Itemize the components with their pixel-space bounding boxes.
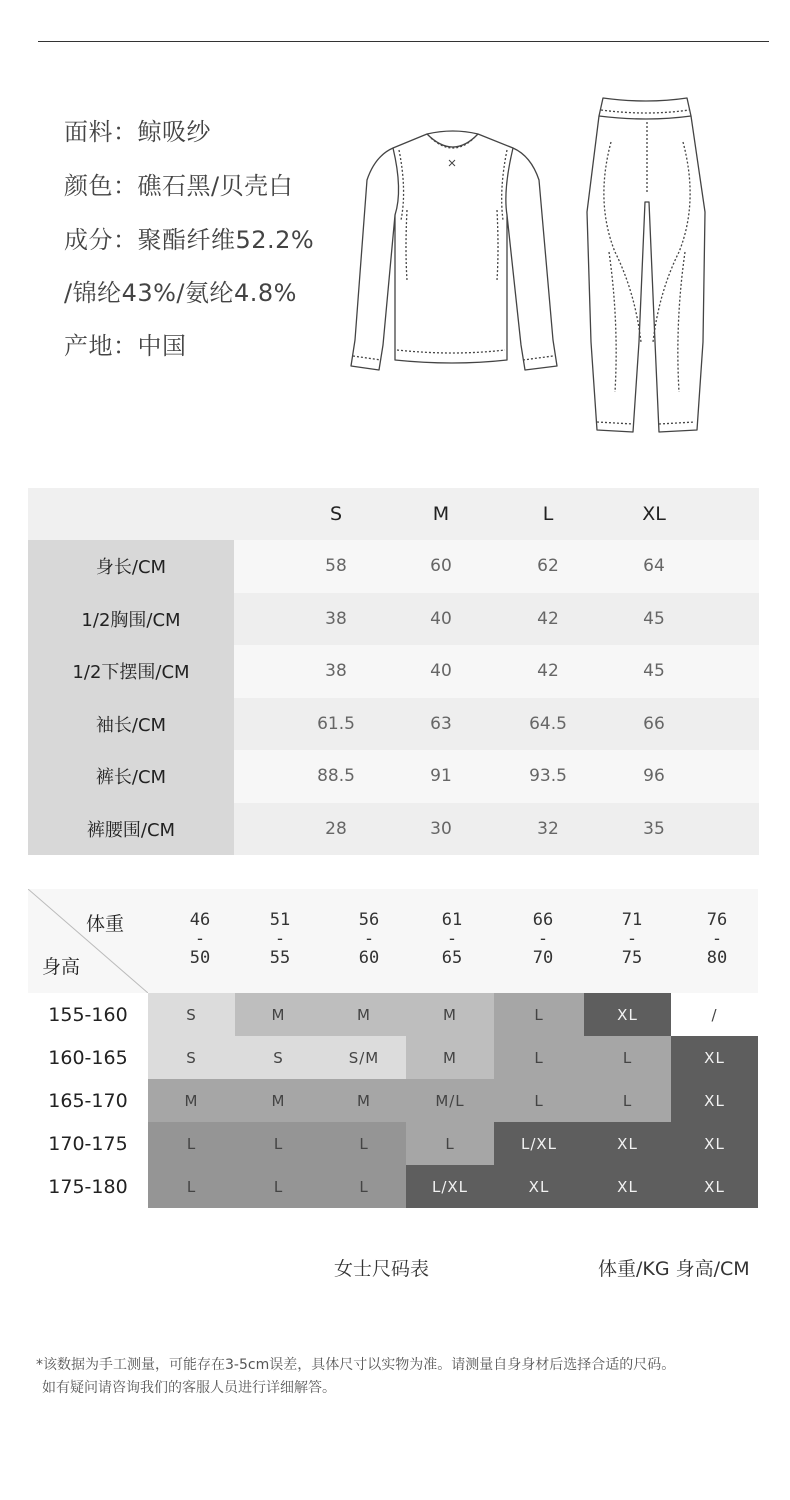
weight-range-dash: - [274,929,286,949]
size-recommendation-cell: XL [584,1122,671,1165]
top-divider [38,41,769,42]
size-header-s: S [329,503,343,525]
measurement-value: 64 [643,556,665,577]
weight-range-from: 46 [189,910,211,930]
measurement-row-label: 身长/CM [28,540,234,593]
footnote-line-2: 如有疑问请咨询我们的客服人员进行详细解答。 [42,1380,336,1396]
measurement-row [28,540,759,593]
measurement-value: 38 [325,661,347,682]
measurement-value: 61.5 [317,713,355,734]
weight-range-dash: - [446,929,458,949]
measurement-row-label: 裤长/CM [28,750,234,803]
measurement-row-values [234,540,759,593]
measurement-value: 42 [537,661,559,682]
measurement-row [28,750,759,803]
measurement-value: 38 [325,608,347,629]
weight-range-from: 76 [706,910,728,930]
size-recommendation-cell: M [235,993,322,1036]
size-recommendation-cell: L [322,1165,406,1208]
measurement-row-label: 1/2胸围/CM [28,593,234,646]
weight-range-to: 55 [269,948,291,968]
measurement-value: 40 [430,661,452,682]
weight-range-dash: - [363,929,375,949]
measurement-value: 45 [643,661,665,682]
measurement-row-values [234,593,759,646]
measurement-row-label: 袖长/CM [28,698,234,751]
size-recommendation-cell: XL [671,1079,758,1122]
spec-composition-cont: /锦纶43%/氨纶4.8% [64,279,297,307]
weight-range-to: 80 [706,948,728,968]
measurement-value: 28 [325,818,347,839]
size-recommendation-cell: XL [584,1165,671,1208]
size-recommendation-cell: L [322,1122,406,1165]
spec-origin: 产地：中国 [64,332,187,360]
footnote-line-1: *该数据为手工测量，可能存在3-5cm误差，具体尺寸以实物为准。请测量自身身材后选择合适的尺码。 [36,1357,676,1373]
size-recommendation-cell: M [148,1079,235,1122]
leggings-illustration [575,92,720,437]
height-range-label: 155-160 [28,993,148,1036]
measurement-row [28,593,759,646]
weight-range-dash: - [711,929,723,949]
size-header-l: L [542,503,554,525]
height-axis-label: 身高 [42,956,81,978]
chart-title: 女士尺码表 [334,1258,430,1280]
measurement-value: 40 [430,608,452,629]
size-recommendation-chart [28,889,758,1209]
measurement-value: 91 [430,766,452,787]
measurement-value: 30 [430,818,452,839]
size-recommendation-cell: M [322,1079,406,1122]
size-recommendation-cell: XL [584,993,671,1036]
measurement-value: 62 [537,556,559,577]
measurement-value: 58 [325,556,347,577]
height-range-label: 170-175 [28,1122,148,1165]
size-recommendation-cell: S [148,993,235,1036]
size-recommendation-cell: M [406,1036,494,1079]
weight-range-header [513,911,573,968]
weight-range-to: 75 [621,948,643,968]
size-recommendation-cell: L [148,1165,235,1208]
weight-range-from: 71 [621,910,643,930]
size-header-xl: XL [642,503,666,525]
size-recommendation-cell: XL [671,1036,758,1079]
weight-range-to: 60 [358,948,380,968]
measurement-row [28,803,759,856]
measurement-row [28,698,759,751]
measurement-value: 96 [643,766,665,787]
measurement-table [28,488,759,855]
size-recommendation-cell: M [406,993,494,1036]
size-recommendation-cell: S [148,1036,235,1079]
size-header-m: M [432,503,450,525]
measurement-row-values [234,803,759,856]
weight-range-to: 70 [532,948,554,968]
size-recommendation-cell: L [494,1036,584,1079]
weight-range-header [687,911,747,968]
size-recommendation-cell: XL [671,1165,758,1208]
size-recommendation-cell: L [494,1079,584,1122]
size-recommendation-cell: M [322,993,406,1036]
weight-range-from: 56 [358,910,380,930]
size-recommendation-cell: L [494,993,584,1036]
size-recommendation-cell: L [148,1122,235,1165]
weight-range-dash: - [537,929,549,949]
size-recommendation-cell: S/M [322,1036,406,1079]
size-recommendation-cell: L/XL [494,1122,584,1165]
weight-range-header [422,911,482,968]
size-recommendation-cell: M [235,1079,322,1122]
measurement-value: 63 [430,713,452,734]
weight-range-to: 65 [441,948,463,968]
measurement-value: 35 [643,818,665,839]
measurement-value: 32 [537,818,559,839]
size-recommendation-cell: XL [494,1165,584,1208]
weight-axis-label: 体重 [86,913,125,935]
weight-range-dash: - [194,929,206,949]
size-recommendation-cell: L [235,1122,322,1165]
measurement-row-label: 1/2下摆围/CM [28,645,234,698]
size-recommendation-cell: L/XL [406,1165,494,1208]
measurement-value: 42 [537,608,559,629]
weight-range-header [250,911,310,968]
size-recommendation-cell: / [671,993,758,1036]
weight-range-dash: - [626,929,638,949]
measurement-row-values [234,698,759,751]
spec-color: 颜色：礁石黑/贝壳白 [64,172,294,200]
size-recommendation-cell: L [584,1036,671,1079]
measurement-row-values [234,645,759,698]
spec-fabric: 面料：鲸吸纱 [64,118,211,146]
size-recommendation-cell: L [406,1122,494,1165]
measurement-row-values [234,750,759,803]
weight-range-header [339,911,399,968]
measurement-value: 64.5 [529,713,567,734]
chart-units: 体重/KG 身高/CM [598,1258,750,1280]
height-range-label: 175-180 [28,1165,148,1208]
measurement-row [28,645,759,698]
weight-range-header [170,911,230,968]
size-recommendation-cell: L [584,1079,671,1122]
measurement-value: 93.5 [529,766,567,787]
size-recommendation-cell: S [235,1036,322,1079]
spec-composition: 成分：聚酯纤维52.2% [64,226,315,254]
height-range-label: 165-170 [28,1079,148,1122]
measurement-row-label: 裤腰围/CM [28,803,234,856]
weight-range-header [602,911,662,968]
size-recommendation-cell: L [235,1165,322,1208]
measurement-value: 66 [643,713,665,734]
measurement-value: 45 [643,608,665,629]
measurement-table-header [28,488,759,540]
size-recommendation-cell: XL [671,1122,758,1165]
weight-range-to: 50 [189,948,211,968]
measurement-value: 60 [430,556,452,577]
weight-range-from: 51 [269,910,291,930]
long-sleeve-top-illustration [345,120,560,380]
measurement-value: 88.5 [317,766,355,787]
weight-range-from: 66 [532,910,554,930]
weight-range-from: 61 [441,910,463,930]
height-range-label: 160-165 [28,1036,148,1079]
size-recommendation-cell: M/L [406,1079,494,1122]
